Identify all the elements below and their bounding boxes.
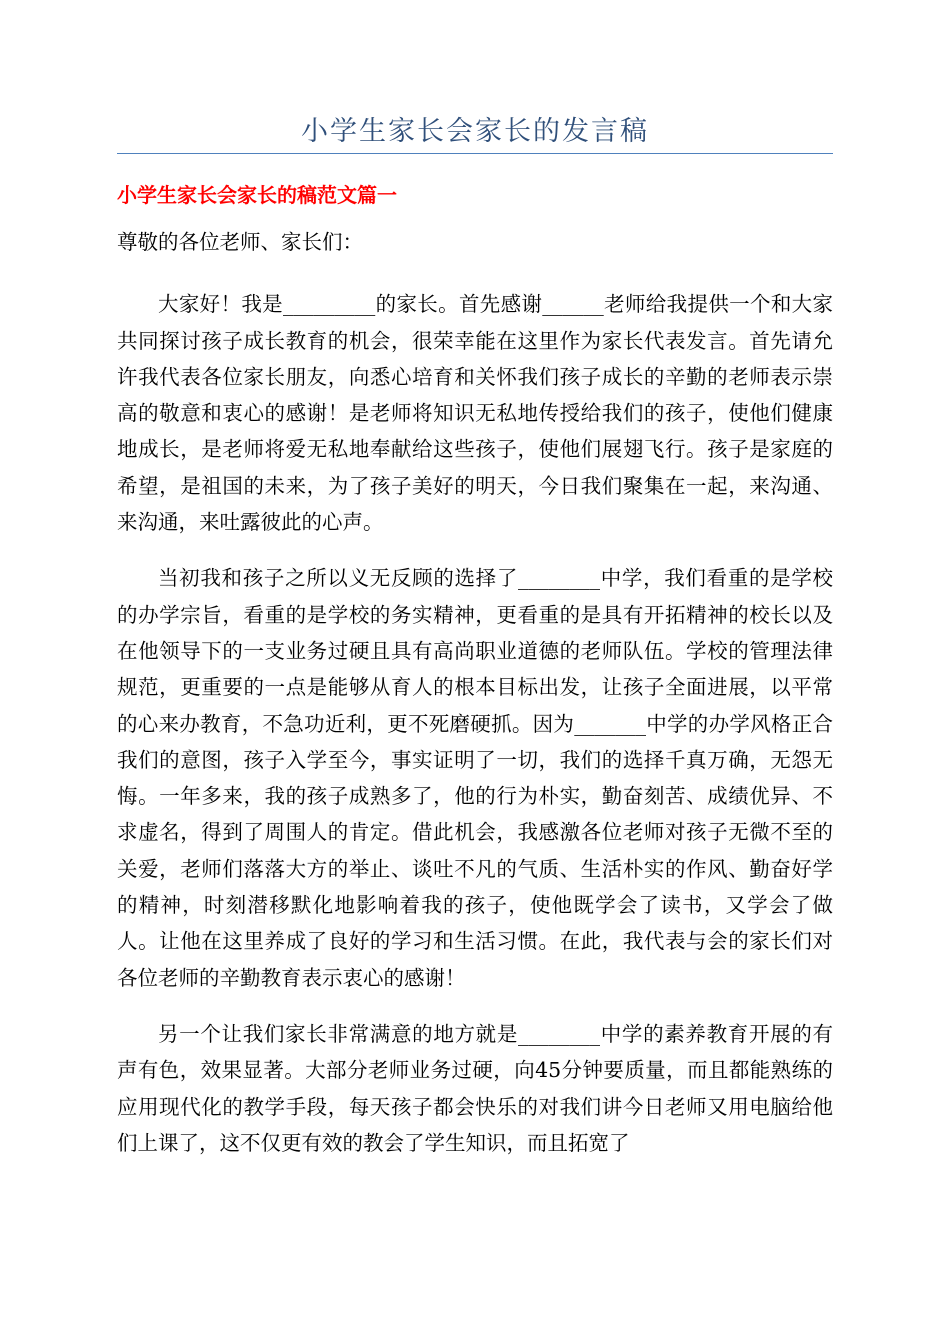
paragraph-1: 大家好！我是_________的家长。首先感谢______老师给我提供一个和大家共同探讨孩子成长教育的机会，很荣幸能在这里作为家长代表发言。首先请允许我代表各位家长朋友，向悉心培育和关怀我们孩子成长的辛勤的老师表示崇高的敬意和衷心的感谢！是老师将知识无私地传授给我们的孩子，使他们健康地成长，是老师将爱无私地奉献给这些孩子，使他们展翅飞行。孩子是家庭的希望，是祖国的未来，为了孩子美好的明天，今日我们聚集在一起，来沟通、来沟通，来吐露彼此的心声。 [117, 292, 833, 535]
document-title: 小学生家长会家长的发言稿 [301, 116, 649, 147]
title-underline [117, 153, 833, 154]
salutation: 尊敬的各位老师、家长们： [117, 230, 363, 254]
paragraph-3: 另一个让我们家长非常满意的地方就是________中学的素养教育开展的有声有色，效果显著。大部分老师业务过硬，向45分钟要质量，而且都能熟练的应用现代化的教学手段，每天孩子都会快乐的对我们讲今日老师又用电脑给他们上课了，这不仅更有效的教会了学生知识，而且拓宽了 [117, 1021, 833, 1155]
document-body [117, 224, 833, 1181]
paragraph-2: 当初我和孩子之所以义无反顾的选择了________中学，我们看重的是学校的办学宗旨，看重的是学校的务实精神，更看重的是具有开拓精神的校长以及在他领导下的一支业务过硬且具有高尚职业道德的老师队伍。学校的管理法律规范，更重要的一点是能够从育人的根本目标出发，让孩子全面进展，以平常的心来办教育，不急功近利，更不死磨硬抓。因为_______中学的办学风格正合我们的意图，孩子入学至今，事实证明了一切，我们的选择千真万确，无怨无悔。一年多来，我的孩子成熟多了，他的行为朴实，勤奋刻苦、成绩优异、不求虚名，得到了周围人的肯定。借此机会，我感激各位老师对孩子无微不至的关爱，老师们落落大方的举止、谈吐不凡的气质、生活朴实的作风、勤奋好学的精神，时刻潜移默化地影响着我的孩子，使他既学会了读书，又学会了做人。让他在这里养成了良好的学习和生活习惯。在此，我代表与会的家长们对各位老师的辛勤教育表示衷心的感谢！ [117, 566, 833, 990]
section-heading: 小学生家长会家长的稿范文篇一 [117, 183, 397, 207]
